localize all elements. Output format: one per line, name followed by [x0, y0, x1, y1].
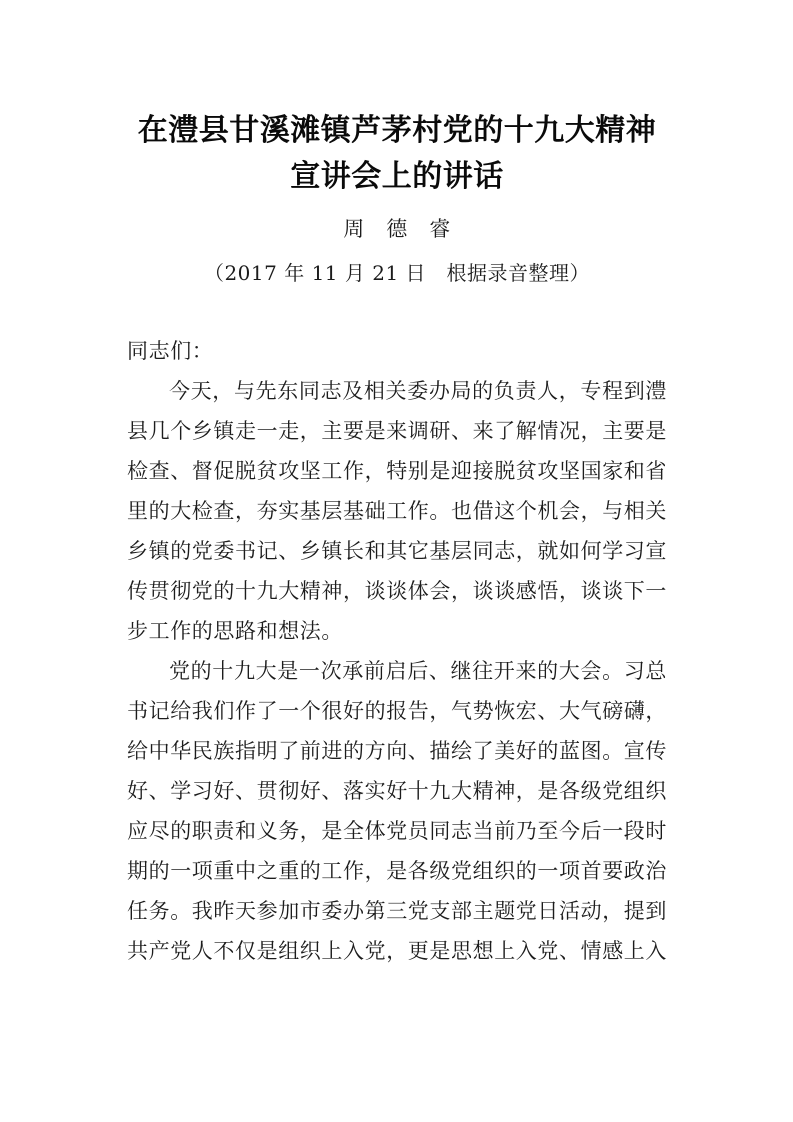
document-body: [127, 289, 667, 971]
body-paragraph: 党的十九大是一次承前启后、继往开来的大会。习总书记给我们作了一个很好的报告，气势恢宏、大气磅礴，给中华民族指明了前进的方向、描绘了美好的蓝图。宣传好、学习好、贯彻好、落实好十九大精神，是各级党组织应尽的职责和义务，是全体党员同志当前乃至今后一段时期的一项重中之重的工作，是各级党组织的一项首要政治任务。我昨天参加市委办第三党支部主题党日活动，提到共产党人不仅是组织上入党，更是思想上入党、情感上入: [127, 659, 667, 963]
page-title: 在澧县甘溪滩镇芦茅村党的十九大精神宣讲会上的讲话: [137, 113, 657, 194]
document-author: 周 德 睿: [343, 217, 451, 241]
body-paragraph: 今天，与先东同志及相关委办局的负责人，专程到澧县几个乡镇走一走，主要是来调研、来了解情况，主要是检查、督促脱贫攻坚工作，特别是迎接脱贫攻坚国家和省里的大检查，夯实基层基础工作。也借这个机会，与相关乡镇的党委书记、乡镇长和其它基层同志，就如何学习宣传贯彻党的十九大精神，谈谈体会，谈谈感悟，谈谈下一步工作的思路和想法。: [127, 379, 667, 643]
salutation: 同志们：: [127, 339, 214, 363]
document-content: [127, 0, 667, 971]
document-dateline: （2017 年 11 月 21 日 根据录音整理）: [203, 261, 591, 285]
